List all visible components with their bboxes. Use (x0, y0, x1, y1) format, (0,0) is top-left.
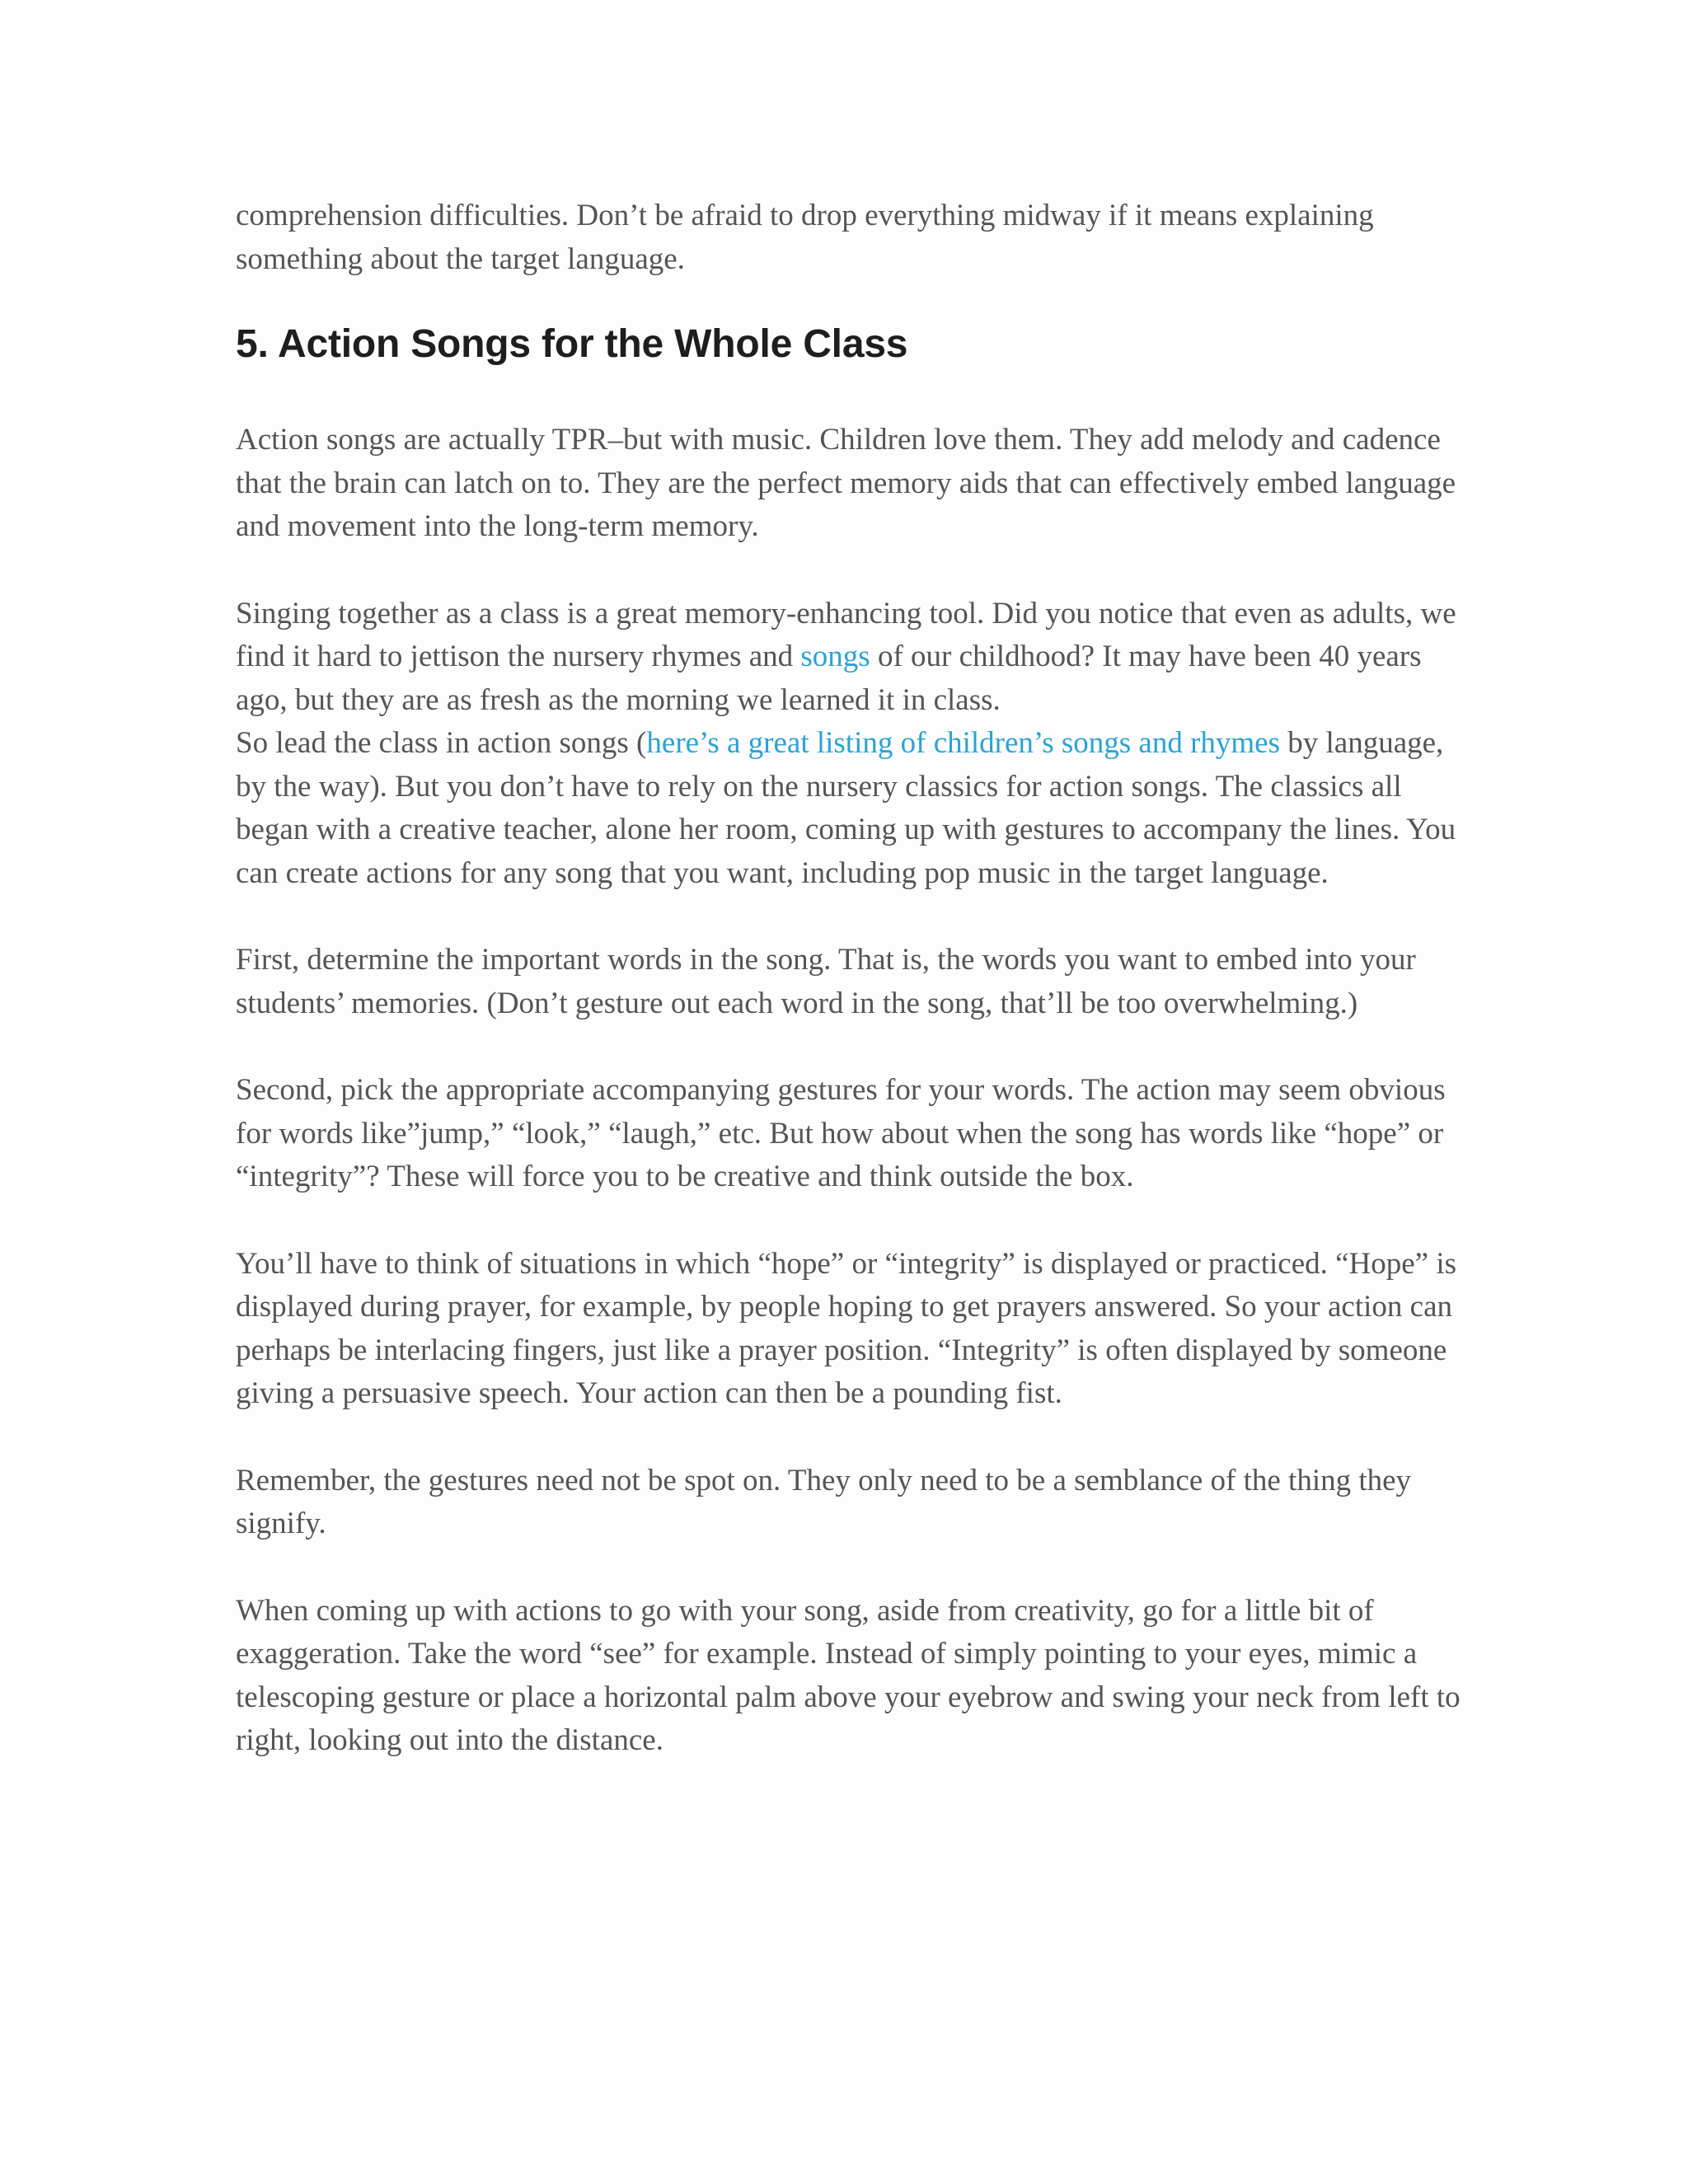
paragraph-singing-together-end: of our childhood? It may have been 40 years ago, but they are as fresh as the morning we learned it in class. (236, 640, 1422, 717)
paragraph-second-step: Second, pick the appropriate accompanying gestures for your words. The action may seem obvious for words like”jump,” “look,” “laugh,” etc. But how about when the song has words like “hope” or “integrity”? These will force you to be creative and think outside the box. (236, 1073, 1446, 1193)
paragraph-action-songs: Action songs are actually TPR–but with music. Children love them. They add melody and cadence that the brain can latch on to. They are the perfect memory aids that can effectively embed language and movement into the long-term memory. (236, 423, 1456, 543)
songs-link[interactable]: songs (800, 640, 870, 673)
intro-paragraph: comprehension difficulties. Don’t be afraid to drop everything midway if it means explaining something about the target language. (236, 199, 1374, 276)
paragraph-remember: Remember, the gestures need not be spot on. They only need to be a semblance of the thing they signify. (236, 1463, 1412, 1540)
paragraph-lead-class-end: by language, by the way). But you don’t have to rely on the nursery classics for action songs. The classics all began with a creative teacher, alone her room, coming up with gestures to accompany the lines. You can create actions for any song that you want, including pop music in the target language. (236, 726, 1456, 890)
songs-rhymes-listing-link[interactable]: here’s a great listing of children’s songs and rhymes (646, 726, 1280, 760)
paragraph-lead-class-start: So lead the class in action songs ( (236, 726, 647, 760)
paragraph-situations: You’ll have to think of situations in which “hope” or “integrity” is displayed or practiced. “Hope” is displayed during prayer, for example, by people hoping to get prayers answered. So your action can perhaps be interlacing fingers, just like a prayer position. “Integrity” is often displayed by someone giving a persuasive speech. Your action can then be a pounding fist. (236, 1246, 1457, 1410)
paragraph-singing-together-start: Singing together as a class is a great memory-enhancing tool. Did you notice that even as adults, we find it hard to jettison the nursery rhymes and (236, 596, 1456, 673)
article-page (236, 194, 1472, 1763)
paragraph-exaggeration: When coming up with actions to go with your song, aside from creativity, go for a little bit of exaggeration. Take the word “see” for example. Instead of simply pointing to your eyes, mimic a telescoping gesture or place a horizontal palm above your eyebrow and swing your neck from left to right, looking out into the distance. (236, 1593, 1461, 1757)
paragraph-singing-together (236, 593, 1472, 723)
paragraph-lead-class (236, 722, 1472, 895)
section-heading: 5. Action Songs for the Whole Class (236, 322, 908, 366)
paragraph-first-step: First, determine the important words in the song. That is, the words you want to embed into your students’ memories. (Don’t gesture out each word in the song, that’ll be too overwhelming.) (236, 943, 1416, 1020)
